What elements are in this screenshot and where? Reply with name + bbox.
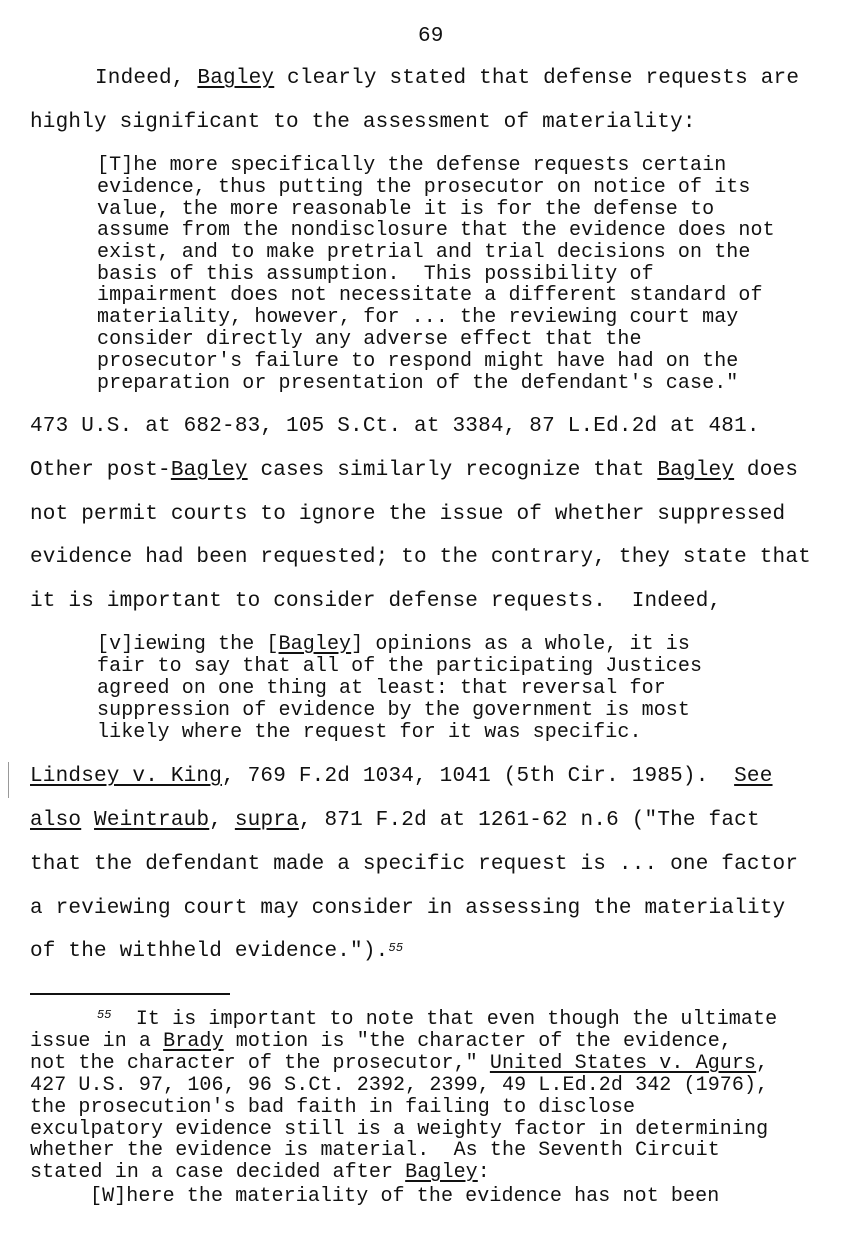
quote-line: likely where the request for it was specific.: [97, 721, 642, 744]
quote-line: impairment does not necessitate a different standard of: [97, 284, 763, 307]
citation-line: 473 U.S. at 682-83, 105 S.Ct. at 3384, 87 L.Ed.2d at 481.: [30, 415, 760, 438]
signal-also: also: [30, 809, 82, 832]
body-line: evidence had been requested; to the contrary, they state that: [30, 546, 811, 569]
case-name: Bagley: [278, 633, 352, 656]
body-line: Other post-Bagley cases similarly recognize that Bagley does: [30, 459, 799, 482]
footnote-marker: 55: [97, 1008, 112, 1022]
quote-line: basis of this assumption. This possibility of: [97, 263, 654, 286]
body-line: highly significant to the assessment of materiality:: [30, 111, 696, 134]
case-name: Brady: [163, 1030, 224, 1053]
signal-supra: supra: [234, 809, 299, 832]
case-name: Bagley: [405, 1161, 478, 1184]
footnote-line: the prosecution's bad faith in failing to disclose: [30, 1096, 636, 1119]
case-name: Bagley: [197, 67, 275, 90]
body-line: it is important to consider defense requests. Indeed,: [30, 590, 722, 613]
quote-line: consider directly any adverse effect that the: [97, 328, 642, 351]
footnote-divider: [30, 993, 230, 995]
footnote-line: 427 U.S. 97, 106, 96 S.Ct. 2392, 2399, 49 L.Ed.2d 342 (1976),: [30, 1074, 769, 1097]
margin-mark: [8, 762, 9, 798]
footnote-line: not the character of the prosecutor," United States v. Agurs,: [30, 1052, 769, 1075]
page-number: 69: [418, 25, 444, 48]
case-name: Weintraub: [94, 809, 210, 832]
footnote-line: [W]here the materiality of the evidence has not been: [90, 1185, 720, 1208]
case-name: Lindsey v. King: [30, 765, 223, 788]
body-line: a reviewing court may consider in assessing the materiality: [30, 897, 786, 920]
quote-line: value, the more reasonable it is for the defense to: [97, 198, 715, 221]
footnote-line: issue in a Brady motion is "the character of the evidence,: [30, 1030, 732, 1053]
quote-line: materiality, however, for ... the reviewing court may: [97, 306, 739, 329]
footnote-line: exculpatory evidence still is a weighty factor in determining: [30, 1118, 769, 1141]
body-line: Indeed, Bagley clearly stated that defense requests are: [95, 67, 800, 90]
quote-line: [v]iewing the [Bagley] opinions as a whole, it is: [97, 633, 691, 656]
quote-line: suppression of evidence by the government is most: [97, 699, 690, 722]
quote-line: preparation or presentation of the defendant's case.": [97, 372, 739, 395]
footnote-reference: 55: [388, 941, 404, 955]
quote-line: agreed on one thing at least: that reversal for: [97, 677, 666, 700]
body-line: of the withheld evidence.").$^{55}$: [30, 940, 404, 963]
quote-line: assume from the nondisclosure that the evidence does not: [97, 219, 775, 242]
footnote-line: whether the evidence is material. As the Seventh Circuit: [30, 1139, 720, 1162]
body-line: not permit courts to ignore the issue of whether suppressed: [30, 503, 786, 526]
quote-line: evidence, thus putting the prosecutor on notice of its: [97, 176, 751, 199]
case-name: Bagley: [657, 459, 735, 482]
footnote-line: stated in a case decided after Bagley:: [30, 1161, 490, 1184]
quote-line: prosecutor's failure to respond might have had on the: [97, 350, 739, 373]
body-line: that the defendant made a specific request is ... one factor: [30, 853, 799, 876]
citation-line: also Weintraub, supra, 871 F.2d at 1261-62 n.6 ("The fact: [30, 809, 760, 832]
citation-line: Lindsey v. King, 769 F.2d 1034, 1041 (5th Cir. 1985). See: [30, 765, 773, 788]
signal-see: See: [734, 765, 773, 788]
case-name: Bagley: [170, 459, 248, 482]
quote-line: fair to say that all of the participating Justices: [97, 655, 703, 678]
quote-line: exist, and to make pretrial and trial decisions on the: [97, 241, 751, 264]
quote-line: [T]he more specifically the defense requests certain: [97, 154, 727, 177]
case-name: United States v. Agurs: [489, 1052, 757, 1075]
footnote-line: $^{55}$ It is important to note that even though the ultimate: [97, 1008, 778, 1031]
